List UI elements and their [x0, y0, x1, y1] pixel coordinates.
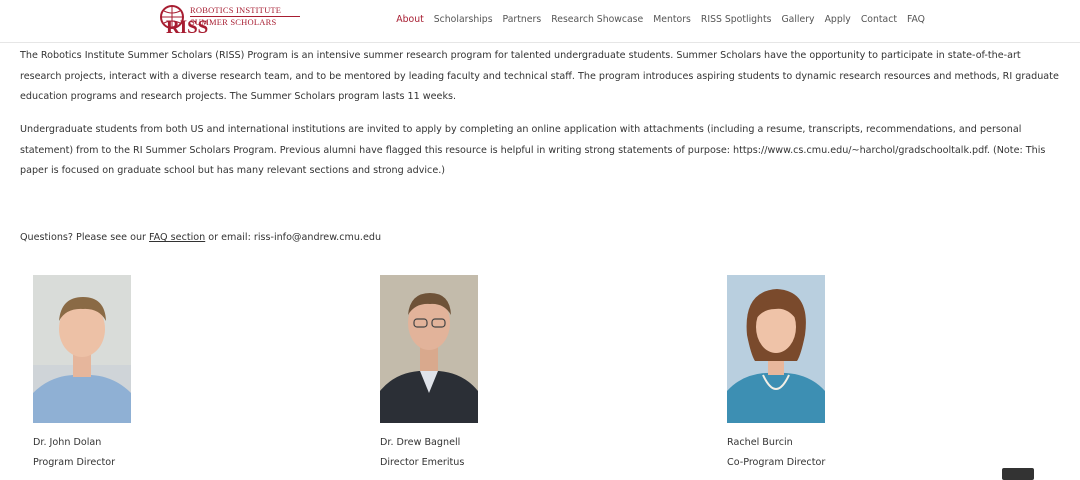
person-name: Dr. John Dolan [33, 437, 102, 448]
nav-gallery[interactable]: Gallery [781, 14, 815, 25]
intro-paragraph: The Robotics Institute Summer Scholars (RISS) Program is an intensive summer research program for talented undergraduate students. Summer Scholars have the opportunity to participate in state-of-the-art research projects, interact with a diverse research team, and to be mentored by leading faculty and technical staff. The program introduces aspiring students to dynamic research resources and methods, RI graduate education programs and research projects. The Summer Scholars program lasts 11 weeks. [20, 50, 1059, 102]
site-header [0, 0, 1080, 43]
questions-suffix: or email: riss-info@andrew.cmu.edu [205, 232, 382, 243]
person-name: Dr. Drew Bagnell [380, 437, 461, 448]
nav-research-showcase[interactable]: Research Showcase [551, 14, 644, 25]
person-title: Director Emeritus [380, 457, 465, 468]
person-photo-dolan [33, 275, 131, 423]
logo-line-2: SUMMER SCHOLARS [190, 17, 277, 27]
faq-section-link[interactable]: FAQ section [149, 232, 206, 243]
person-card-burcin [727, 275, 826, 468]
person-name: Rachel Burcin [727, 437, 793, 448]
questions-line [20, 228, 381, 248]
nav-contact[interactable]: Contact [860, 14, 897, 25]
nav-mentors[interactable]: Mentors [653, 14, 691, 25]
person-title: Co-Program Director [727, 457, 826, 468]
svg-text:RISS: RISS [166, 17, 209, 38]
logo-line-1: ROBOTICS INSTITUTE [190, 6, 300, 17]
person-card-dolan [33, 275, 131, 468]
nav-riss-spotlights[interactable]: RISS Spotlights [700, 14, 772, 25]
nav-partners[interactable]: Partners [502, 14, 542, 25]
questions-prefix: Questions? Please see our [20, 232, 150, 243]
nav-faq[interactable]: FAQ [906, 14, 925, 25]
nav-scholarships[interactable]: Scholarships [433, 14, 493, 25]
person-title: Program Director [33, 457, 116, 468]
person-card-bagnell [380, 275, 478, 468]
application-paragraph: Undergraduate students from both US and international institutions are invited to apply by completing an online application with attachments (including a resume, transcripts, recommendations, and personal statement) from to the RI Summer Scholars Program. Previous alumni have flagged this resource is helpful in writing strong statements of purpose: https://www.cs.cmu.edu/~harchol/gradschooltalk.pdf. (Note: This paper is focused on graduate school but has many relevant sections and strong advice.) [20, 124, 1046, 176]
nav-apply[interactable]: Apply [824, 14, 851, 25]
scroll-to-top-button[interactable] [1002, 468, 1034, 480]
nav-about[interactable]: About [396, 14, 424, 25]
person-photo-burcin [727, 275, 825, 423]
person-photo-bagnell [380, 275, 478, 423]
logo-wordmark [190, 6, 300, 27]
main-nav [396, 14, 925, 25]
